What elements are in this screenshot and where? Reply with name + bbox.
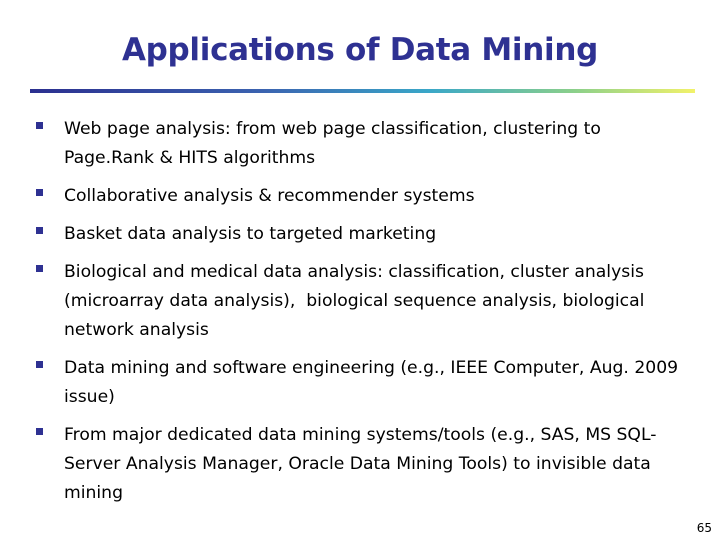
bullet-item — [36, 421, 696, 508]
bullet-text: Biological and medical data analysis: classification, cluster analysis (microarray data analysis), biological sequence analysis, biological network analysis — [64, 262, 650, 340]
bullet-text: Basket data analysis to targeted marketing — [64, 224, 437, 244]
square-bullet-icon — [36, 265, 43, 272]
bullet-list — [36, 115, 696, 517]
bullet-item — [36, 354, 696, 412]
bullet-text: From major dedicated data mining systems/tools (e.g., SAS, MS SQL-Server Analysis Manager, Oracle Data Mining Tools) to invisible data mining — [64, 425, 657, 503]
square-bullet-icon — [36, 189, 43, 196]
page-number: 65 — [696, 521, 712, 535]
bullet-text: Web page analysis: from web page classification, clustering to Page.Rank & HITS algorithms — [64, 119, 607, 168]
bullet-item — [36, 220, 696, 249]
square-bullet-icon — [36, 122, 43, 129]
title-divider — [30, 89, 695, 93]
square-bullet-icon — [36, 428, 43, 435]
square-bullet-icon — [36, 361, 43, 368]
square-bullet-icon — [36, 227, 43, 234]
bullet-text: Data mining and software engineering (e.g., IEEE Computer, Aug. 2009 issue) — [64, 358, 684, 407]
bullet-item — [36, 115, 696, 173]
slide-title: Applications of Data Mining — [121, 32, 599, 68]
bullet-item — [36, 258, 696, 345]
bullet-item — [36, 182, 696, 211]
bullet-text: Collaborative analysis & recommender systems — [64, 186, 475, 206]
